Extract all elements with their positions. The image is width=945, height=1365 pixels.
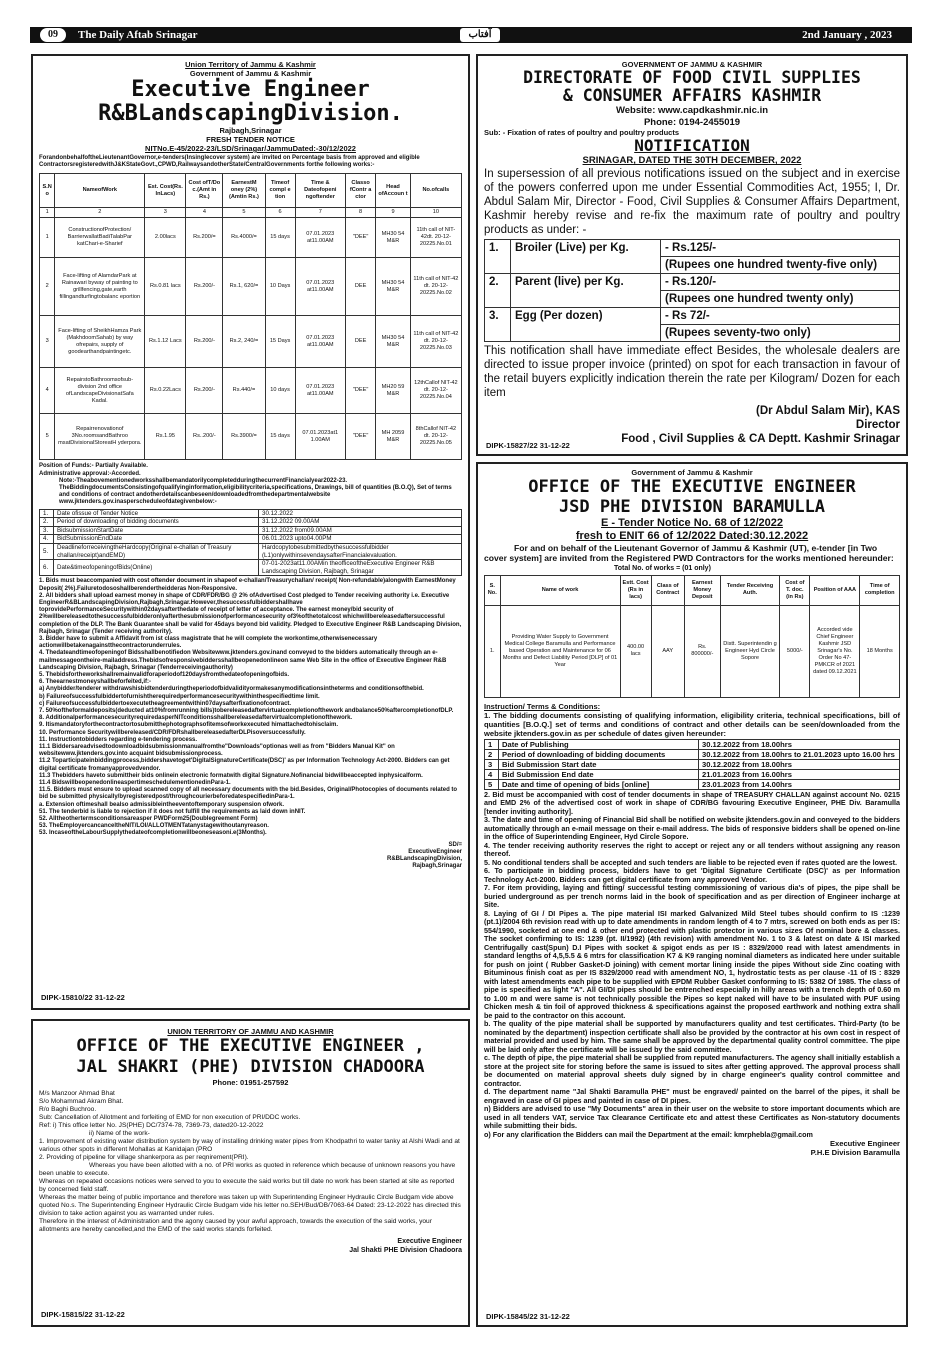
ad1-place: Rajbagh,Srinagar (219, 126, 282, 135)
condition: 6. To participate in bidding process, bidders have to get 'Digital Signature Certificate (DSC)' as per Information Technology Act-2000. Bidders can get digital certificate from any approved Vendor. (484, 866, 900, 884)
ad3-title-1: DIRECTORATE OF FOOD CIVIL SUPPLIES (523, 68, 861, 87)
addr-line: S/o Mohammad Akram Bhat. (39, 1098, 124, 1105)
cell: DEE (345, 258, 375, 316)
ad1-govt: Government of Jammu & Kashmir (189, 69, 312, 78)
table-row (485, 605, 900, 697)
condition: 11.3 Thebidders haveto submittheir bids onlinein electronic formatwith digital Signature.Nofinancial bidwillbeaccepted inphysicalform. (39, 772, 423, 779)
condition: d. The department name "Jal Shakti Baramulla PHE" must be engraved/ painted on the barrel of the pipes, it shall be engraved in case of GI pipes and painted in case of DI pipes. (484, 1087, 900, 1105)
cell: Distt. Superintendin g Engineer Hyd Circle Sopore (720, 605, 780, 697)
cell: 06.01.2023 upto04.00PM (259, 535, 462, 544)
cell: Providing Water Supply to Government Medical College Baramulla and Performance based Operation and Maintenance for 06 Months and Defect Liability Period [DLP] of 01 Year (500, 605, 620, 697)
condition: 51. The tenderbid is liable to rejection if it does not fulfill the requirements as laid down inNIT. (39, 808, 306, 815)
table-row (485, 759, 900, 769)
cell: 1 (40, 218, 55, 258)
ad4-instr-1: 1. The bidding documents consisting of qualifying information, eligibility criteria, technical specifications, bill of quantities [B.O.Q.] set of terms and conditions of contract and other details can be seen/downloaded from the website jktenders.gov.in as per schedule of dates given hereunder: (484, 710, 900, 738)
cell: 07.01.2023 at11.00AM (295, 368, 345, 414)
condition: 8. AdditionalperformancesecurityrequiredasperNITconditionsshallbereleasedaftervirtualcompletionofthework. (39, 715, 353, 722)
condition: 3. Bidder have to submit a Affidavit from ist class magistrate that he will complete the workontime,otherwisenecessary actionwillbetakenagainstthecontractorunderrules. (39, 636, 378, 650)
cell: 10 Days (265, 258, 295, 316)
condition: a) Anybidder/tenderer withdrawshisbidtenderduringtheperiodofbidvalidityormakesanymodificationsintheterms and conditionsofthebid. (39, 686, 424, 693)
condition: 7. For item providing, laying and fitting/ successful testing commissioning of various dia's of pipes, the pipe shall be buried underground as per trench norms laid in the book of specification and as per direction of Engineer incharge at Site. (484, 883, 900, 910)
ad4-title-1: OFFICE OF THE EXECUTIVE ENGINEER (528, 477, 856, 497)
sig-line: P.H.E Division Baramulla (810, 1148, 900, 1158)
cell: 1 (40, 208, 55, 218)
ad4-conditions (484, 791, 900, 1140)
cell: 23.01.2023 from 14.00hrs (699, 779, 900, 789)
th: S. No. (485, 575, 501, 605)
ad1-funds: Position of Funds:- Partially Available. (39, 463, 148, 470)
ad2-sub: Sub: Cancellation of Allotment and forfeiting of EMD for non execution of PRI/DDC works. (39, 1114, 301, 1121)
cell: Rs.1, 620/= (223, 258, 265, 316)
ad-phe-baramulla (476, 462, 908, 1327)
ad3-body-2: This notification shall have immediate effect Besides, the wholesale dealers are directed to issue proper invoice (printed) on spot for each transaction in favour of the retail buyers explicitly indication therein the rate per Kilogram/ Dozen for each item (484, 344, 900, 399)
table-header-row (40, 174, 462, 208)
ad1-note-1: Note:-TheabovementionedworksshallbemandatorilycompletedduringthecurrentFinancialyear2022-23. (59, 477, 348, 484)
cell: 5 (485, 779, 499, 789)
cell: MH30 54 M&R (376, 316, 411, 368)
cell: 11th call of NIT-42 dt. 20-12-20225.No.02 (410, 258, 461, 316)
ad4-fresh: fresh to ENIT 66 of 12/2022 Dated:30.12.2022 (575, 530, 809, 542)
cell: (Rupees seventy-two only) (661, 324, 900, 341)
th: Estt. Cost (Rs in lacs) (620, 575, 651, 605)
cell: MH30 54 M&R (376, 258, 411, 316)
ad2-body: Whereas on repeated occasions notices were served to you to execute the said works but till date no work has been started at site as reported by concerned field staff. (39, 1178, 455, 1193)
cell: 2. (485, 273, 511, 307)
th: Tender Receiving Auth. (720, 575, 780, 605)
ad3-website: Website: www.capdkashmir.nic.in (615, 105, 769, 116)
condition: b) Failureofsuccessfulbiddertofurnishtherequiredperformancesecuritywithinthespecifiedtime limit. (39, 693, 320, 700)
cell: Rs.4000/= (223, 218, 265, 258)
cell: Face-lifting of SheikhHamza Park (MakhdoomSahab) by way ofrepairs, supply of goodearthandpaintingetc. (55, 316, 145, 368)
cell: 31.12.2022 09.00AM (259, 518, 462, 527)
cell: 1. (40, 509, 54, 518)
ad4-notice: E - Tender Notice No. 68 of 12/2022 (601, 517, 783, 529)
ad1-nit: NITNo.E-45/2022-23/LSD/Srinagar/JammuDated:-30/12/2022 (145, 144, 356, 153)
cell: 2. (40, 518, 54, 527)
cell: 8thCallof NIT-42 dt. 20-12-20225.No.05 (410, 414, 461, 460)
cell: 3 (485, 759, 499, 769)
ad4-total: Total No. of works = (01 only) (614, 564, 711, 572)
cell: AAY (651, 605, 684, 697)
sig-line: SD/= (448, 841, 462, 848)
table-row (40, 208, 462, 218)
cell: 9 (376, 208, 411, 218)
cell: "DEE" (345, 218, 375, 258)
th: Cost ofT/Do c.(Amt in Rs.) (186, 174, 223, 208)
ad2-title-2: JAL SHAKRI (PHE) DIVISION CHADOORA (76, 1057, 425, 1077)
ad1-schedule-table (39, 509, 462, 577)
ad1-fresh: FRESH TENDER NOTICE (206, 135, 295, 144)
cell: 10 (410, 208, 461, 218)
table-header-row (485, 575, 900, 605)
condition: o) For any clarification the Bidders can mail the Department at the email: kmrphebla@gmail.com (484, 1129, 813, 1139)
cell: Face-lifting of AlamdarPark at Rainawari byway of painting to grillfencing,gate,earth fillingandturfingtobalanc eportion (55, 258, 145, 316)
table-row (40, 535, 462, 544)
cell: Rs.200/- (186, 316, 223, 368)
cell: 11th call of NIT-42 dt. 20-12-20225.No.03 (410, 316, 461, 368)
cell: Accorded vide Chief Engineer Kashmir JSD Srinagar's No. Order No 47-PMKCR of 2021 dated 09.12.2021 (810, 605, 860, 697)
ad3-title-2: & CONSUMER AFFAIRS KASHMIR (562, 86, 822, 105)
cell: "DEE" (345, 368, 375, 414)
cell: 07.01.2023 at11.00AM (295, 218, 345, 258)
ad2-ref: Ref: i) This office letter No. JS(PHE) DC/7374-78, 7369-73, dated20-12-2022 (39, 1122, 264, 1129)
condition: c. The depth of pipe, the pipe material shall be supplied from reputed manufacturers. The agency shall initially establish a store at the project site for storing before the same is issued to sites after getting approved. The approval process shall be documented on material approval sheets duly signed by in charge engineer's quality control committee and contractor. (484, 1053, 900, 1088)
th: Head ofAccoun t (376, 174, 411, 208)
cell: MH20 59 M&R (376, 368, 411, 414)
cell: - Rs.125/- (661, 239, 900, 256)
ad-rb-landscaping (31, 54, 470, 1010)
cell: 07.01.2023 at11.00AM (295, 258, 345, 316)
cell: Rs.2, 240/= (223, 316, 265, 368)
ad2-ref2: ii) Name of the work- (89, 1130, 150, 1137)
cell: Rs.440/= (223, 368, 265, 414)
cell: 4 (186, 208, 223, 218)
cell: 2 (40, 258, 55, 316)
condition: 5. Thebidsfortheworkshallremainvalidforaperiodof120daysfromthedateofopeningofbids. (39, 672, 290, 679)
th: Classo fContr a ctor (345, 174, 375, 208)
cell: 3 (145, 208, 186, 218)
ad4-title-2: JSD PHE DIVISION BARAMULLA (558, 497, 826, 517)
cell: (Rupees one hundred twenty-five only) (661, 256, 900, 273)
ad4-intro: For and on behalf of the Lieutenant Governor of Jammu & Kashmir (UT), e-tender [in Two cover system] are invited from the Registered PWD Contractors for the works mentioned hereunder: (484, 543, 894, 564)
cell: 5000/- (780, 605, 810, 697)
ad2-work: 1. Improvement of existing water distribution system by way of installing drinking water pipes from Khodpathri to water tanky at Alshi Wadi and at various other spots in different Mohallas at Kanidajan (PRO (39, 1138, 460, 1153)
cell: 1 (485, 739, 499, 749)
ad1-title-2: R&BLandscapingDivision. (98, 101, 403, 126)
ad2-title-1: OFFICE OF THE EXECUTIVE ENGINEER , (76, 1036, 425, 1056)
sig-line: Director (855, 418, 900, 431)
condition: 9. Itismandatoryforthecontractortosubmitthephotographsofitemsofworkexecuted himattachedtohisclaim. (39, 722, 339, 729)
th: No.ofcalls (410, 174, 461, 208)
table-row (485, 779, 900, 789)
cell: Rs.200/= (186, 218, 223, 258)
ad2-body: Whereas the matter being of public importance and therefore was taken up with Superintending Engineer Hydraulic Circle Budgam vide above quoted No.s. The Superintending Engineer Hydraulic Circle Budgam vide his letter no.SEH/Bud/DB/7063-64 Dated: 23-12-2022 has directed this division to take action against you as warranted under rules. (39, 1194, 461, 1217)
cell: 07.01.2023at1 1.00AM (295, 414, 345, 460)
ad4-works-table (484, 575, 900, 698)
condition: 11.2 Toparticipateinbiddingprocess,biddershavetoget'DigitalSignatureCertificate(DSC)' as per Information Technology Act-2000. Bidders can get digital certificate fromanyapprovedvendor. (39, 758, 450, 772)
newspaper-header (30, 27, 912, 43)
table-row (40, 509, 462, 518)
th: Cost of T. doc. (in Rs) (780, 575, 810, 605)
th: Est. Cost(Rs. InLacs) (145, 174, 186, 208)
ad1-intro: ForandonbehalfoftheLieutenantGovernor,e-tenders(Insinglecover system) are invited on Percentage basis from approved and eligible ContractorsregisteredwithJ&KStateGovt.,CPWD,RailwaysandotherState/CentralGovernments forthe following works:- (39, 155, 420, 169)
ad2-dipk: DIPK-15815/22 31-12-22 (41, 1310, 125, 1319)
ad4-schedule-table (484, 739, 900, 790)
condition: 10. Performance Securitywillbereleased/CDR/FDRshallbereleasedafterDLPisoversuccessfully. (39, 729, 306, 736)
condition: 4. Thedateandtimeofopeningof Bidsshallbenotifiedon Websitewww.jktenders.gov.inand conveyed to the bidders automatically through an e-mailmessageontheire-mailaddress.Thebidsofresponsivebiddersshallbeopenedonlineon same Web Site in the office of Executive Engineer R&B Landscaping Division, Rajbagh, Srinagar (Tenderreceivingauthority) (39, 650, 447, 671)
ad2-phone: Phone: 01951-257592 (212, 1078, 289, 1087)
cell: DEE (345, 316, 375, 368)
cell: BidsubmissionStartDate (54, 526, 259, 535)
ad-food-civil-supplies (476, 54, 908, 456)
addr-line: R/o Baghi Buchroo. (39, 1106, 97, 1113)
cell: 3 (40, 316, 55, 368)
ad3-sub: Sub: - Fixation of rates of poultry and poultry products (484, 128, 679, 137)
cell: DeadlineforreceivingtheHardcopy(Original e-challan of Treasury challan/receipt)andEMD) (54, 544, 259, 560)
ad2-address (39, 1090, 462, 1234)
cell: Date ofissue of Tender Notice (54, 509, 259, 518)
cell: 5. (40, 544, 54, 560)
table-row (485, 239, 900, 256)
cell: Rs.200/- (186, 368, 223, 414)
ad3-phone: Phone: 0194-2455019 (643, 116, 741, 128)
condition: 4. The tender receiving authority reserves the right to accept or reject any or all tenders without assigning any reason thereof. (484, 840, 900, 859)
condition: a. Extension oftimeshall bealso admissibleintheeventoftemporary suspension ofwork. (39, 801, 285, 808)
cell: 2 (485, 749, 499, 759)
cell: Broiler (Live) per Kg. (511, 239, 661, 273)
cell: 11th call of NIT-42dt. 20-12-20225.No.01 (410, 218, 461, 258)
th: Name of work (500, 575, 620, 605)
ad2-body: Therefore in the interest of Administration and the agony caused by your awful approach, towards the execution of the said works, your allotments are hereby cancelled,and the EMD of the said works stands forfeited. (39, 1218, 432, 1233)
sig-line: ExecutiveEngineer (408, 848, 462, 855)
condition: b. The quality of the pipe material shall be supported by manufacturers quality and test certificates. Third-Party (to be nominated by the department) inspection certificate shall also be provided by the contractor at his own cost in respect of material provided and used by him. The same shall be approved by the departmental quality control committee. The pipe will be laid only after the certificate will be issued by the said committee. (484, 1019, 900, 1054)
sig-line: Rajbagh,Srinagar (412, 863, 462, 870)
cell: 6 (265, 208, 295, 218)
table-row (40, 518, 462, 527)
cell: 5 (40, 414, 55, 460)
ad1-note-2: TheBiddingdocumentsConsistingofqualifyinginformation,eligibilitycriteria,specifications, Drawings, bill of quantities (B.O.Q), Set of terms and conditions of contract andotherdetailscanbeseen/downloadedfromthedepartmentalwebsite www.jktenders.gov.inasperscheduleofdategivenbelow:- (59, 485, 452, 506)
ad1-title-1: Executive Engineer (131, 77, 370, 102)
cell: 3. (40, 526, 54, 535)
cell: BidSubmissionEndDate (54, 535, 259, 544)
cell: 07.01.2023 at11.00AM (295, 316, 345, 368)
cell: 10 days (265, 368, 295, 414)
table-row (40, 316, 462, 368)
cell: Rs.1.95 (145, 414, 186, 460)
ad4-dipk: DIPK-15845/22 31-12-22 (486, 1312, 570, 1321)
cell: Rs.0.81 lacs (145, 258, 186, 316)
cell: 21.01.2023 from 16.00hrs (699, 769, 900, 779)
cell: 2.00lacs (145, 218, 186, 258)
condition: 11. Instructiontobidders regarding e-tendering process. (39, 736, 198, 743)
condition: 7. 50%oftheformaldeposits(deducted at10%fromrunning bills)tobereleasedaftervirtualcompletionofthework andbalance50%aftercompletionofDLP. (39, 708, 454, 715)
table-row (40, 368, 462, 414)
table-row (40, 258, 462, 316)
condition: 6. Theearnestmoneyshallbeforfeited,if:- (39, 679, 152, 686)
table-row (485, 739, 900, 749)
cell: 5 (223, 208, 265, 218)
th: Class of Contract (651, 575, 684, 605)
cell: Rs.0.22Lacs (145, 368, 186, 414)
table-row (40, 560, 462, 576)
cell: 31.12.2022 from09.00AM (259, 526, 462, 535)
cell: Rs.1.12 Lacs (145, 316, 186, 368)
cell: 18 Months (860, 605, 900, 697)
cell: 30.12.2022 from 18.00hrs to 21.01.2023 upto 16.00 hrs (699, 749, 900, 759)
cell: Hardcopytobesubmittedbythesuccessfulbidder (L1)onlywithinsevendaysafterFinancialevaluation. (259, 544, 462, 560)
table-row (485, 273, 900, 290)
sig-line: Food , Civil Supplies & CA Deptt. Kashmir Srinagar (621, 432, 900, 445)
cell: Parent (live) per Kg. (511, 273, 661, 307)
ad2-work: 2. Providing of pipeline for village shankerpora as per reqnirement(PRI). (39, 1154, 249, 1161)
cell: 8 (345, 208, 375, 218)
addr-line: M/s Manzoor Ahmad Bhat (39, 1090, 115, 1097)
ad4-instr-title: Instruction/ Terms & Conditions: (484, 701, 601, 711)
cell: MH 2059 M&R (376, 414, 411, 460)
ad-jal-shakti-chadoora (31, 1019, 470, 1327)
cell: Rs..200/- (186, 414, 223, 460)
condition: 11.1 Biddersareadvisedtodownloadbidsubmissionmanualfromthe"Downloads"optionas well as from "Bidders Manual Kit" on websitewww.jktenders.gov.into acquaint bidsubmissionprocess. (39, 744, 395, 758)
cell: 1. (485, 605, 501, 697)
cell: 15 Days (265, 316, 295, 368)
ad4-govt: Government of Jammu & Kashmir (631, 468, 753, 477)
ad3-rates-table (484, 239, 900, 342)
cell: 1. (485, 239, 511, 273)
sig-line: Executive Engineer (397, 1238, 462, 1245)
cell: 400.00 lacs (620, 605, 651, 697)
ad1-dipk: DIPK-15810/22 31-12-22 (41, 993, 125, 1002)
cell: Repairrenovationof 3No.roomsandBathroo msatDivisionalStoreatH yderpora. (55, 414, 145, 460)
th: Time & Dateofopeni ngoftender (295, 174, 345, 208)
sig-line: Jal Shakti PHE Division Chadoora (349, 1247, 462, 1254)
condition: 53. TheEmployercancanceltheNIT/LOI/ALLOTMENTatanystagewithoutanyreason. (39, 823, 269, 830)
newspaper-logo: آفتاب (460, 28, 500, 42)
cell: 4 (485, 769, 499, 779)
th: Timeof compl e tion (265, 174, 295, 208)
ad3-body: In supersession of all previous notifications issued on the subject and in exercise of the powers conferred upon me under Essential Commodities Act, 1955; I, Dr. Abdul Salam Mir, Director - Food, Civil Supplies & Consumer Affairs Department, Kashmir hereby revise and re-fix the maximum rate of poultry and poultry products as under: - (484, 167, 900, 236)
cell: Date&timeofopeningofBids(Online) (54, 560, 259, 576)
ad3-notification: NOTIFICATION (634, 136, 750, 155)
cell: - Rs.120/- (661, 273, 900, 290)
cell: 15 days (265, 414, 295, 460)
cell: Bid Submission Start date (499, 759, 699, 769)
page-number: 09 (40, 28, 66, 42)
condition: 8. Laying of GI / DI Pipes a. The pipe material ISI marked Galvanized Mild Steel tubes should confirm to IS :1239 (pt.1)/2004 6th revision read with up to date amendments in random length of 4 to 7 mtrs, screwed on both ends as per IS: 554/1990, socketed at one end & other end protected with plastic protector in various sizes Of nominal bore & classes. The socket confirming to IS: 1239 (pt. II/1992) (4th revision) with amendment No. 1 to 3 & latest on date & ISI marked Centrifugally cast(Spun) D.I Pipes with socket & spigot ends as per IS : 8329/2000 read with latest amendments in standard lengths of 4,5,5.5 & 6 mtrs for classification K7 & K9 ranging nominal diameters as indicated here under suitable for push on joint ( Rubber Gasket-D joining) with cement mortar lining inside the pipes Without side Zinc coating with Bituminous finish coat as per IS 8329/2000 read with amendment NO, 1, hydrostatic tests as per clause -11 of IS : 8329 with latest amendments each pipe to be supplied with EPDM Rubber Gasket conforming to IS: 5382 Of 1985. The class of pipe is specified as light "A". All GI/DI pipes should be entrenched especially in hilly areas with a trench depth of 0.60 m to 1.00 m and were same is not technically possible the Pipes so kept naked will have to be insulated with PUF using Chicken mesh & tin foil of approved thickness & specifications against the proposed earthwork and nothing extra shall be paid to the contractor on this account. (484, 908, 900, 1020)
condition: c) Failureofsuccessfulbiddertoexecutetheagreementwithin07daysafterfixationofcontract. (39, 700, 292, 707)
cell: 12thCallof NIT-42 dt. 20-12-20225.No.04 (410, 368, 461, 414)
ad3-signature (484, 404, 900, 446)
cell: Date and time of opening of bids [online] (499, 779, 699, 789)
cell: MH30 54 M&R (376, 218, 411, 258)
cell: - Rs 72/- (661, 307, 900, 324)
cell: Date of Publishing (499, 739, 699, 749)
th: Time of completion (860, 575, 900, 605)
cell: Period of downloading of bidding documents (54, 518, 259, 527)
sig-line: Executive Engineer (829, 1139, 900, 1149)
condition: 2. Bid must be accompanied with cost of tender documents in shape of TREASURY CHALLAN against account No. 0215 and EMD 2% of the advertised cost of work in shape of CDR/BG favouring Executive Engineer, PHE Div. Baramulla [tender inviting authority]. (484, 789, 900, 816)
cell: 30.12.2022 from 18.00hrs (699, 759, 900, 769)
sig-line: R&BLandscapingDivision, (386, 856, 462, 863)
ad1-ut: Union Territory of Jammu & Kashmir (185, 60, 316, 69)
table-row (485, 749, 900, 759)
cell: 7 (295, 208, 345, 218)
cell: Period of downloading of bidding documents (499, 749, 699, 759)
condition: 1. Bids must beaccompanied with cost oftender document in shapeof e-challan/Treasurychallan/ receipt( Non-refundable)alongwith EarnestMoney Deposit( 2%).Failuretodososhallberendertheidderas Non-Responsive. (39, 578, 456, 592)
table-row (40, 218, 462, 258)
cell: 4 (40, 368, 55, 414)
sig-line: (Dr Abdul Salam Mir), KAS (756, 404, 900, 417)
cell: Rs.200/- (186, 258, 223, 316)
ad1-admin: Administrative approval:-Accorded. (39, 470, 141, 477)
cell: (Rupees one hundred twenty only) (661, 290, 900, 307)
th: EarnestM oney (2%)(Amtin Rs.) (223, 174, 265, 208)
cell: 15 days (265, 218, 295, 258)
table-row (40, 544, 462, 560)
table-row (485, 769, 900, 779)
cell: 4. (40, 535, 54, 544)
condition: 52. Alltheothertermsconditionsareasper PWDForm25(Doublegreement Form) (39, 816, 258, 823)
cell: "DEE" (345, 414, 375, 460)
condition: n) Bidders are advised to use "My Documents" area in their user on the website to store important documents which are used in all tenders VAT, service Tax Clearance Certificate etc and attest these Certificates as Non-statutory documents while submitting their bids. (484, 1104, 900, 1131)
condition: 11.5. Bidders must ensure to upload scanned copy of all necessary documents with the bid.Besides, Original/Photocopies of documents related to bid be submitted physically/byregisteredpost/throughcourierbeforedatespecifiedinPara-1. (39, 787, 458, 801)
ad3-dated: SRINAGAR, DATED THE 30TH DECEMBER, 2022 (582, 155, 802, 166)
table-row (40, 414, 462, 460)
cell: RepairstoBathroomsofsub- division 2nd office ofLandscapeDivisionatSafa Kadal. (55, 368, 145, 414)
cell: ConstructionofProtection/ BarrierwallatBadiTalabPar katChari-e-Sharief (55, 218, 145, 258)
table-row (485, 307, 900, 324)
ad2-body: Whereas you have been allotted with a no. of PRI works as quoted in reference which because of unknown reasons you have been unable to execute. (39, 1162, 456, 1177)
th: Earnest Money Deposit (684, 575, 720, 605)
condition: 11.4 BidswillbeopenedonlineaspertimeschedulementionedinPara-1. (39, 780, 231, 787)
condition: 5. No conditional tenders shall be accepted and such tenders are liable to be rejected even if rates quoted are the lowest. (484, 857, 898, 867)
condition: 53. IncaseoftheLabourSupplythedateofcompletionwillbeoneseasoni.e(3Months). (39, 830, 267, 837)
ad1-signature (39, 842, 462, 871)
condition: 2. All bidders shall upload earnest money in shape of CDR/FDR/BG @ 2% ofAdvertised Cost pledged to Tender receiving authority i.e. Executive EngineerR&BLandscapingDivision,Rajbagh,Srinagar.However,thesuccessfulbiddershallhave toprovidePerformanceSecuritywithin02daysafterthedate of receipt of letter of acceptance. The earnest money/bid security of 2%willbereleasedtothesuccessfulbidderonlyafterthesubmissionofperformancesecurity of3%ofthetotalcost whichwillbereleasedaftersuccessful completion of the DLP. The Bank Guarantee shall be valid for 45days beyond bid validity. Pledged to Executive Engineer R&B Landscaping Division, Rajbagh, Srinagar (Tender receiving authority). (39, 592, 462, 635)
cell: 07-01-2023at11.00AMin theofficeoftheExecutive Engineer R&B Landscaping Division, Rajbagh, Srinagar (259, 560, 462, 576)
table-row (40, 526, 462, 535)
cell: Rs. 800000/- (684, 605, 720, 697)
cell: 6. (40, 560, 54, 576)
ad3-dipk: DIPK-15827/22 31-12-22 (486, 441, 570, 450)
condition: 3. The date and time of opening of Financial Bid shall be notified on website jktenders.gov.in and conveyed to the bidders automatically through an e-mail message on their e-mail address. The bids of responsive bidders shall be opened on-line in the office of Superintending Engineer, Hyd Circle Sopore. (484, 815, 900, 842)
cell: 30.12.2022 from 18.00hrs (699, 739, 900, 749)
cell: 3. (485, 307, 511, 341)
th: NameofWork (55, 174, 145, 208)
cell: Egg (Per dozen) (511, 307, 661, 341)
ad1-conditions (39, 578, 462, 837)
cell: 30.12.2022 (259, 509, 462, 518)
th: S.N o (40, 174, 55, 208)
publication-date: 2nd January , 2023 (802, 29, 892, 41)
ad1-works-table (39, 173, 462, 460)
cell: Bid Submission End date (499, 769, 699, 779)
cell: Rs.3900/= (223, 414, 265, 460)
cell: 2 (55, 208, 145, 218)
ad4-signature (484, 1139, 900, 1157)
ad2-ut: UNION TERRITORY OF JAMMU AND KASHMIR (167, 1027, 334, 1036)
th: Position of AAA (810, 575, 860, 605)
ad2-signature (39, 1237, 462, 1255)
publication-name: The Daily Aftab Srinagar (78, 29, 198, 41)
ad3-govt: GOVERNMENT OF JAMMU & KASHMIR (621, 60, 763, 69)
